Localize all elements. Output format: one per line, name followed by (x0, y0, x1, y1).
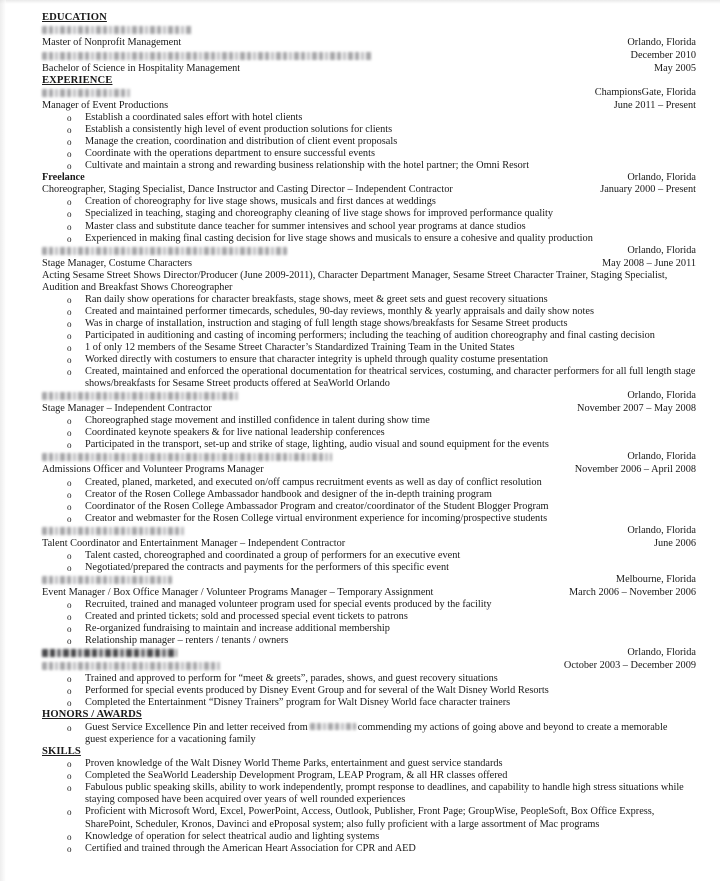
bullet-item (42, 831, 696, 843)
bullet-marker: o (67, 513, 72, 524)
bullet-item (42, 148, 696, 160)
entry-date: May 2005 (653, 62, 696, 74)
education-entry-row (42, 63, 696, 75)
bullet-item (42, 208, 696, 220)
entry-date: June 2006 (653, 537, 696, 549)
experience-title-row (42, 660, 696, 673)
experience-org-row (42, 390, 696, 403)
entry-location: Melbourne, Florida (615, 573, 696, 585)
bullet-text: Choreographed stage movement and instilled confidence in talent during show time (85, 415, 430, 427)
bullet-marker: o (67, 807, 72, 818)
experience-title-row (42, 538, 696, 550)
bullet-text: Proficient with Microsoft Word, Excel, PowerPoint, Access, Outlook, Publisher, Front Page; GroupWise, PeopleSoft, Box Office Express, SharePoint, Scheduler, Kronos, Davinci and eProposal system; also fully proficient with a large assortment of Mac programs (85, 806, 655, 830)
entry-date: January 2000 – Present (600, 184, 696, 196)
bullet-list (42, 550, 696, 574)
bullet-list (42, 722, 696, 746)
bullet-item (42, 758, 696, 770)
entry-location: Orlando, Florida (627, 172, 696, 184)
bullet-text: Manage the creation, coordination and distribution of client event proposals (85, 136, 398, 148)
experience-org-row (42, 87, 696, 100)
redacted-organization (42, 24, 696, 37)
entry-location: Orlando, Florida (627, 244, 696, 256)
bullet-text: Participated in the transport, set-up and strike of stage, lighting, audio visual and sound equipment for the events (85, 439, 549, 451)
scan-edge-top (0, 0, 720, 4)
bullet-list (42, 673, 696, 709)
bullet-marker: o (67, 440, 72, 451)
bullet-text: Certified and trained through the American Heart Association for CPR and AED (85, 842, 416, 854)
redacted-job-title-smear (42, 662, 222, 670)
bullet-marker: o (67, 501, 72, 512)
bullet-item (42, 221, 696, 233)
entry-location: Orlando, Florida (627, 37, 696, 49)
bullet-item (42, 489, 696, 501)
bullet-marker: o (67, 489, 72, 500)
bullet-text: Completed the Entertainment “Disney Trainers” program for Walt Disney World face character trainers (85, 697, 511, 709)
entry-location: Orlando, Florida (627, 390, 696, 402)
entry-date: May 2008 – June 2011 (602, 257, 696, 269)
bullet-text: Ran daily show operations for character breakfasts, stage shows, meet & greet sets and guest recovery situations (85, 293, 548, 305)
bullet-item (42, 112, 696, 124)
bullet-item (42, 196, 696, 208)
redacted-name-smear (310, 723, 356, 730)
redacted-text-smear (42, 527, 185, 535)
entry-date: November 2006 – April 2008 (574, 464, 696, 476)
bullet-marker: o (67, 562, 72, 573)
job-title: Stage Manager – Independent Contractor (42, 403, 212, 415)
entry-location: ChampionsGate, Florida (594, 87, 696, 98)
bullet-text: Specialized in teaching, staging and choreography cleaning of live stage shows for improved performance quality (85, 208, 554, 220)
bullet-marker: o (67, 428, 72, 439)
bullet-text: Creation of choreography for live stage shows, musicals and first dances at weddings (85, 196, 436, 208)
scan-edge-left (0, 0, 6, 881)
bullet-text: Creator of the Rosen College Ambassador handbook and designer of the in-depth training program (85, 488, 492, 500)
bullet-text: Recruited, trained and managed volunteer program used for special events produced by the facility (85, 598, 492, 610)
bullet-text: Cultivate and maintain a strong and rewarding business relationship with the hotel partner; the Omni Resort (85, 160, 530, 172)
bullet-marker: o (67, 783, 72, 794)
bullet-list (42, 477, 696, 525)
bullet-list (42, 599, 696, 647)
experience-org-row (42, 574, 696, 587)
degree-title: Bachelor of Science in Hospitality Management (42, 62, 241, 74)
bullet-marker: o (67, 355, 72, 366)
bullet-text: Created and printed tickets; sold and processed special event tickets to patrons (85, 611, 408, 623)
bullet-item (42, 562, 696, 574)
bullet-text: Coordinate with the operations department to ensure successful events (85, 148, 375, 160)
experience-org-row (42, 245, 696, 258)
experience-title-row (42, 258, 696, 270)
bullet-marker: o (67, 624, 72, 635)
bullet-item (42, 770, 696, 782)
bullet-item (42, 354, 696, 366)
experience-title-row (42, 100, 696, 112)
bullet-list (42, 196, 696, 244)
bullet-text: Experienced in making final casting decision for live stage shows and musicals to ensure a cohesive and quality production (85, 232, 593, 244)
bullet-text: Participated in auditioning and casting of incoming performers; including the teaching of audition choreography and final casting decision (85, 329, 655, 341)
bullet-item (42, 136, 696, 148)
entry-date: March 2006 – November 2006 (569, 586, 696, 598)
bullet-marker: o (67, 843, 72, 854)
bullet-item (42, 366, 696, 390)
job-title: Choreographer, Staging Specialist, Dance Instructor and Casting Director – Independent Contractor (42, 184, 453, 196)
bullet-item (42, 439, 696, 451)
bullet-item (42, 330, 696, 342)
job-title: Manager of Event Productions (42, 100, 169, 112)
bullet-item (42, 550, 696, 562)
bullet-item (42, 685, 696, 697)
bullet-marker: o (67, 233, 72, 244)
bullet-text: Talent casted, choreographed and coordinated a group of performers for an executive event (85, 549, 461, 561)
bullet-marker: o (67, 550, 72, 561)
entry-location: Orlando, Florida (627, 524, 696, 536)
bullet-text: Coordinator of the Rosen College Ambassador Program and creator/coordinator of the Student Blogger Program (85, 500, 549, 512)
bullet-text: Completed the SeaWorld Leadership Development Program, LEAP Program, & all HR classes offered (85, 770, 508, 782)
bullet-marker: o (67, 318, 72, 329)
bullet-text: Coordinated keynote speakers & for live national leadership conferences (85, 427, 385, 439)
bullet-item (42, 623, 696, 635)
experience-title-row (42, 464, 696, 476)
experience-org-row (42, 451, 696, 464)
bullet-marker: o (67, 161, 72, 172)
redacted-text-smear (42, 89, 132, 97)
bullet-item (42, 306, 696, 318)
bullet-item (42, 782, 696, 806)
bullet-item (42, 124, 696, 136)
bullet-text: Re-organized fundraising to maintain and increase additional membership (85, 623, 390, 635)
bullet-item (42, 427, 696, 439)
bullet-marker: o (67, 294, 72, 305)
bullet-text: Creator and webmaster for the Rosen College virtual environment experience for incoming/prospective students (85, 512, 548, 524)
bullet-text: Relationship manager – renters / tenants / owners (85, 635, 289, 647)
job-title: Admissions Officer and Volunteer Programs Manager (42, 464, 264, 476)
bullet-text: Created, planed, marketed, and executed on/off campus recruitment events as well as day of conflict resolution (85, 476, 542, 488)
entry-location: Orlando, Florida (627, 647, 696, 659)
section-heading-skills: SKILLS (42, 745, 81, 757)
bullet-marker: o (67, 698, 72, 709)
bullet-marker: o (67, 477, 72, 488)
bullet-text-after: commending my actions of going above and beyond to create a memorable (357, 721, 668, 733)
education-entry-row (42, 37, 696, 49)
redacted-text-smear (42, 576, 172, 584)
bullet-marker: o (67, 149, 72, 160)
redacted-text-smear (42, 26, 192, 34)
bullet-marker: o (67, 759, 72, 770)
bullet-list (42, 294, 696, 390)
bullet-text: Trained and approved to perform for “meet & greets”, parades, shows, and guest recovery situations (85, 673, 498, 685)
bullet-text: Establish a coordinated sales effort with hotel clients (85, 112, 303, 124)
bullet-text: Knowledge of operation for select theatrical audio and lighting systems (85, 830, 380, 842)
redacted-text-smear (42, 52, 372, 60)
bullet-item (42, 342, 696, 354)
bullet-item (42, 233, 696, 245)
redacted-text-smear (42, 453, 332, 461)
experience-title-row (42, 184, 696, 196)
bullet-marker: o (67, 137, 72, 148)
bullet-item (42, 501, 696, 513)
bullet-item (42, 843, 696, 855)
organization-name: Freelance (42, 172, 85, 184)
bullet-item (42, 697, 696, 709)
bullet-item (42, 635, 696, 647)
job-title: Talent Coordinator and Entertainment Manager – Independent Contractor (42, 537, 346, 549)
bullet-marker: o (67, 674, 72, 685)
entry-date: June 2011 – Present (613, 100, 696, 112)
bullet-text: Master class and substitute dance teacher for summer intensives and school year programs at dance studios (85, 220, 526, 232)
bullet-marker: o (67, 306, 72, 317)
entry-date: October 2003 – December 2009 (563, 660, 696, 672)
entry-location: Orlando, Florida (627, 451, 696, 463)
bullet-item (42, 477, 696, 489)
job-title: Stage Manager, Costume Characters (42, 257, 192, 269)
bullet-item (42, 160, 696, 172)
bullet-text-before: Guest Service Excellence Pin and letter received from (85, 721, 308, 733)
bullet-text: Performed for special events produced by Disney Event Group and for several of the Walt Disney World Resorts (85, 685, 549, 697)
bullet-marker: o (67, 599, 72, 610)
bullet-item (42, 513, 696, 525)
experience-org-row (42, 647, 696, 660)
section-heading-education: EDUCATION (42, 12, 107, 23)
experience-title-row (42, 587, 696, 599)
bullet-marker: o (67, 771, 72, 782)
bullet-text: Negotiated/prepared the contracts and payments for the performers of this specific event (85, 561, 449, 573)
job-title: Event Manager / Box Office Manager / Volunteer Programs Manager – Temporary Assignment (42, 586, 434, 598)
bullet-marker: o (67, 416, 72, 427)
bullet-text: Worked directly with costumers to ensure that character integrity is upheld through quality costume presentation (85, 354, 548, 366)
job-subtitle: Acting Sesame Street Shows Director/Producer (June 2009-2011), Character Department Manager, Sesame Street Character Trainer, Staging Specialist, Audition and Breakfast Shows Choreographer (42, 269, 668, 293)
bullet-item (42, 318, 696, 330)
bullet-marker: o (67, 125, 72, 136)
bullet-marker: o (67, 197, 72, 208)
bullet-item (42, 599, 696, 611)
bullet-text: 1 of only 12 members of the Sesame Street Character’s Standardized Training Team in the United States (85, 341, 515, 353)
bullet-item (42, 611, 696, 623)
bullet-item (42, 415, 696, 427)
job-subtitle-row (42, 270, 696, 294)
bullet-text: Establish a consistently high level of event production solutions for clients (85, 124, 393, 136)
bullet-list (42, 415, 696, 451)
bullet-item (42, 722, 696, 746)
bullet-item (42, 294, 696, 306)
bullet-marker: o (67, 831, 72, 842)
degree-title: Master of Nonprofit Management (42, 37, 182, 49)
bullet-text: Created, maintained and enforced the operational documentation for theatrical services, costuming, and character performers for all full length stage shows/breakfasts for Sesame Street products offered at SeaWorld Orlando (85, 366, 696, 390)
section-heading-honors: HONORS / AWARDS (42, 709, 142, 721)
experience-org-row (42, 172, 696, 184)
entry-date: November 2007 – May 2008 (577, 403, 696, 415)
redacted-text-smear (42, 649, 177, 657)
bullet-marker: o (67, 113, 72, 124)
bullet-marker: o (67, 342, 72, 353)
bullet-text-continuation: guest experience for a vacationing family (85, 733, 256, 745)
bullet-list (42, 758, 696, 854)
bullet-marker: o (67, 686, 72, 697)
bullet-marker: o (67, 367, 72, 378)
bullet-marker: o (67, 722, 72, 733)
experience-title-row (42, 403, 696, 415)
redacted-text-smear (42, 392, 239, 400)
bullet-marker: o (67, 330, 72, 341)
bullet-text: Fabulous public speaking skills, ability to work independently, prompt response to deadlines, and capability to handle high stress situations while staying composed have been acquired over years of well rounded experiences (85, 782, 684, 806)
redacted-text-smear (42, 247, 287, 255)
bullet-text: Created and maintained performer timecards, schedules, 90-day reviews, monthly & yearly appraisals and daily show notes (85, 305, 594, 317)
bullet-list (42, 112, 696, 172)
bullet-item (42, 806, 696, 830)
bullet-marker: o (67, 221, 72, 232)
section-heading-experience: EXPERIENCE (42, 74, 113, 86)
bullet-marker: o (67, 209, 72, 220)
bullet-item (42, 673, 696, 685)
experience-org-row (42, 525, 696, 538)
bullet-marker: o (67, 612, 72, 623)
bullet-text: Was in charge of installation, instruction and staging of full length stage shows/breakfasts for Sesame Street products (85, 317, 568, 329)
bullet-text: Proven knowledge of the Walt Disney World Theme Parks, entertainment and guest service standards (85, 758, 503, 770)
bullet-marker: o (67, 636, 72, 647)
entry-date: December 2010 (630, 49, 696, 61)
